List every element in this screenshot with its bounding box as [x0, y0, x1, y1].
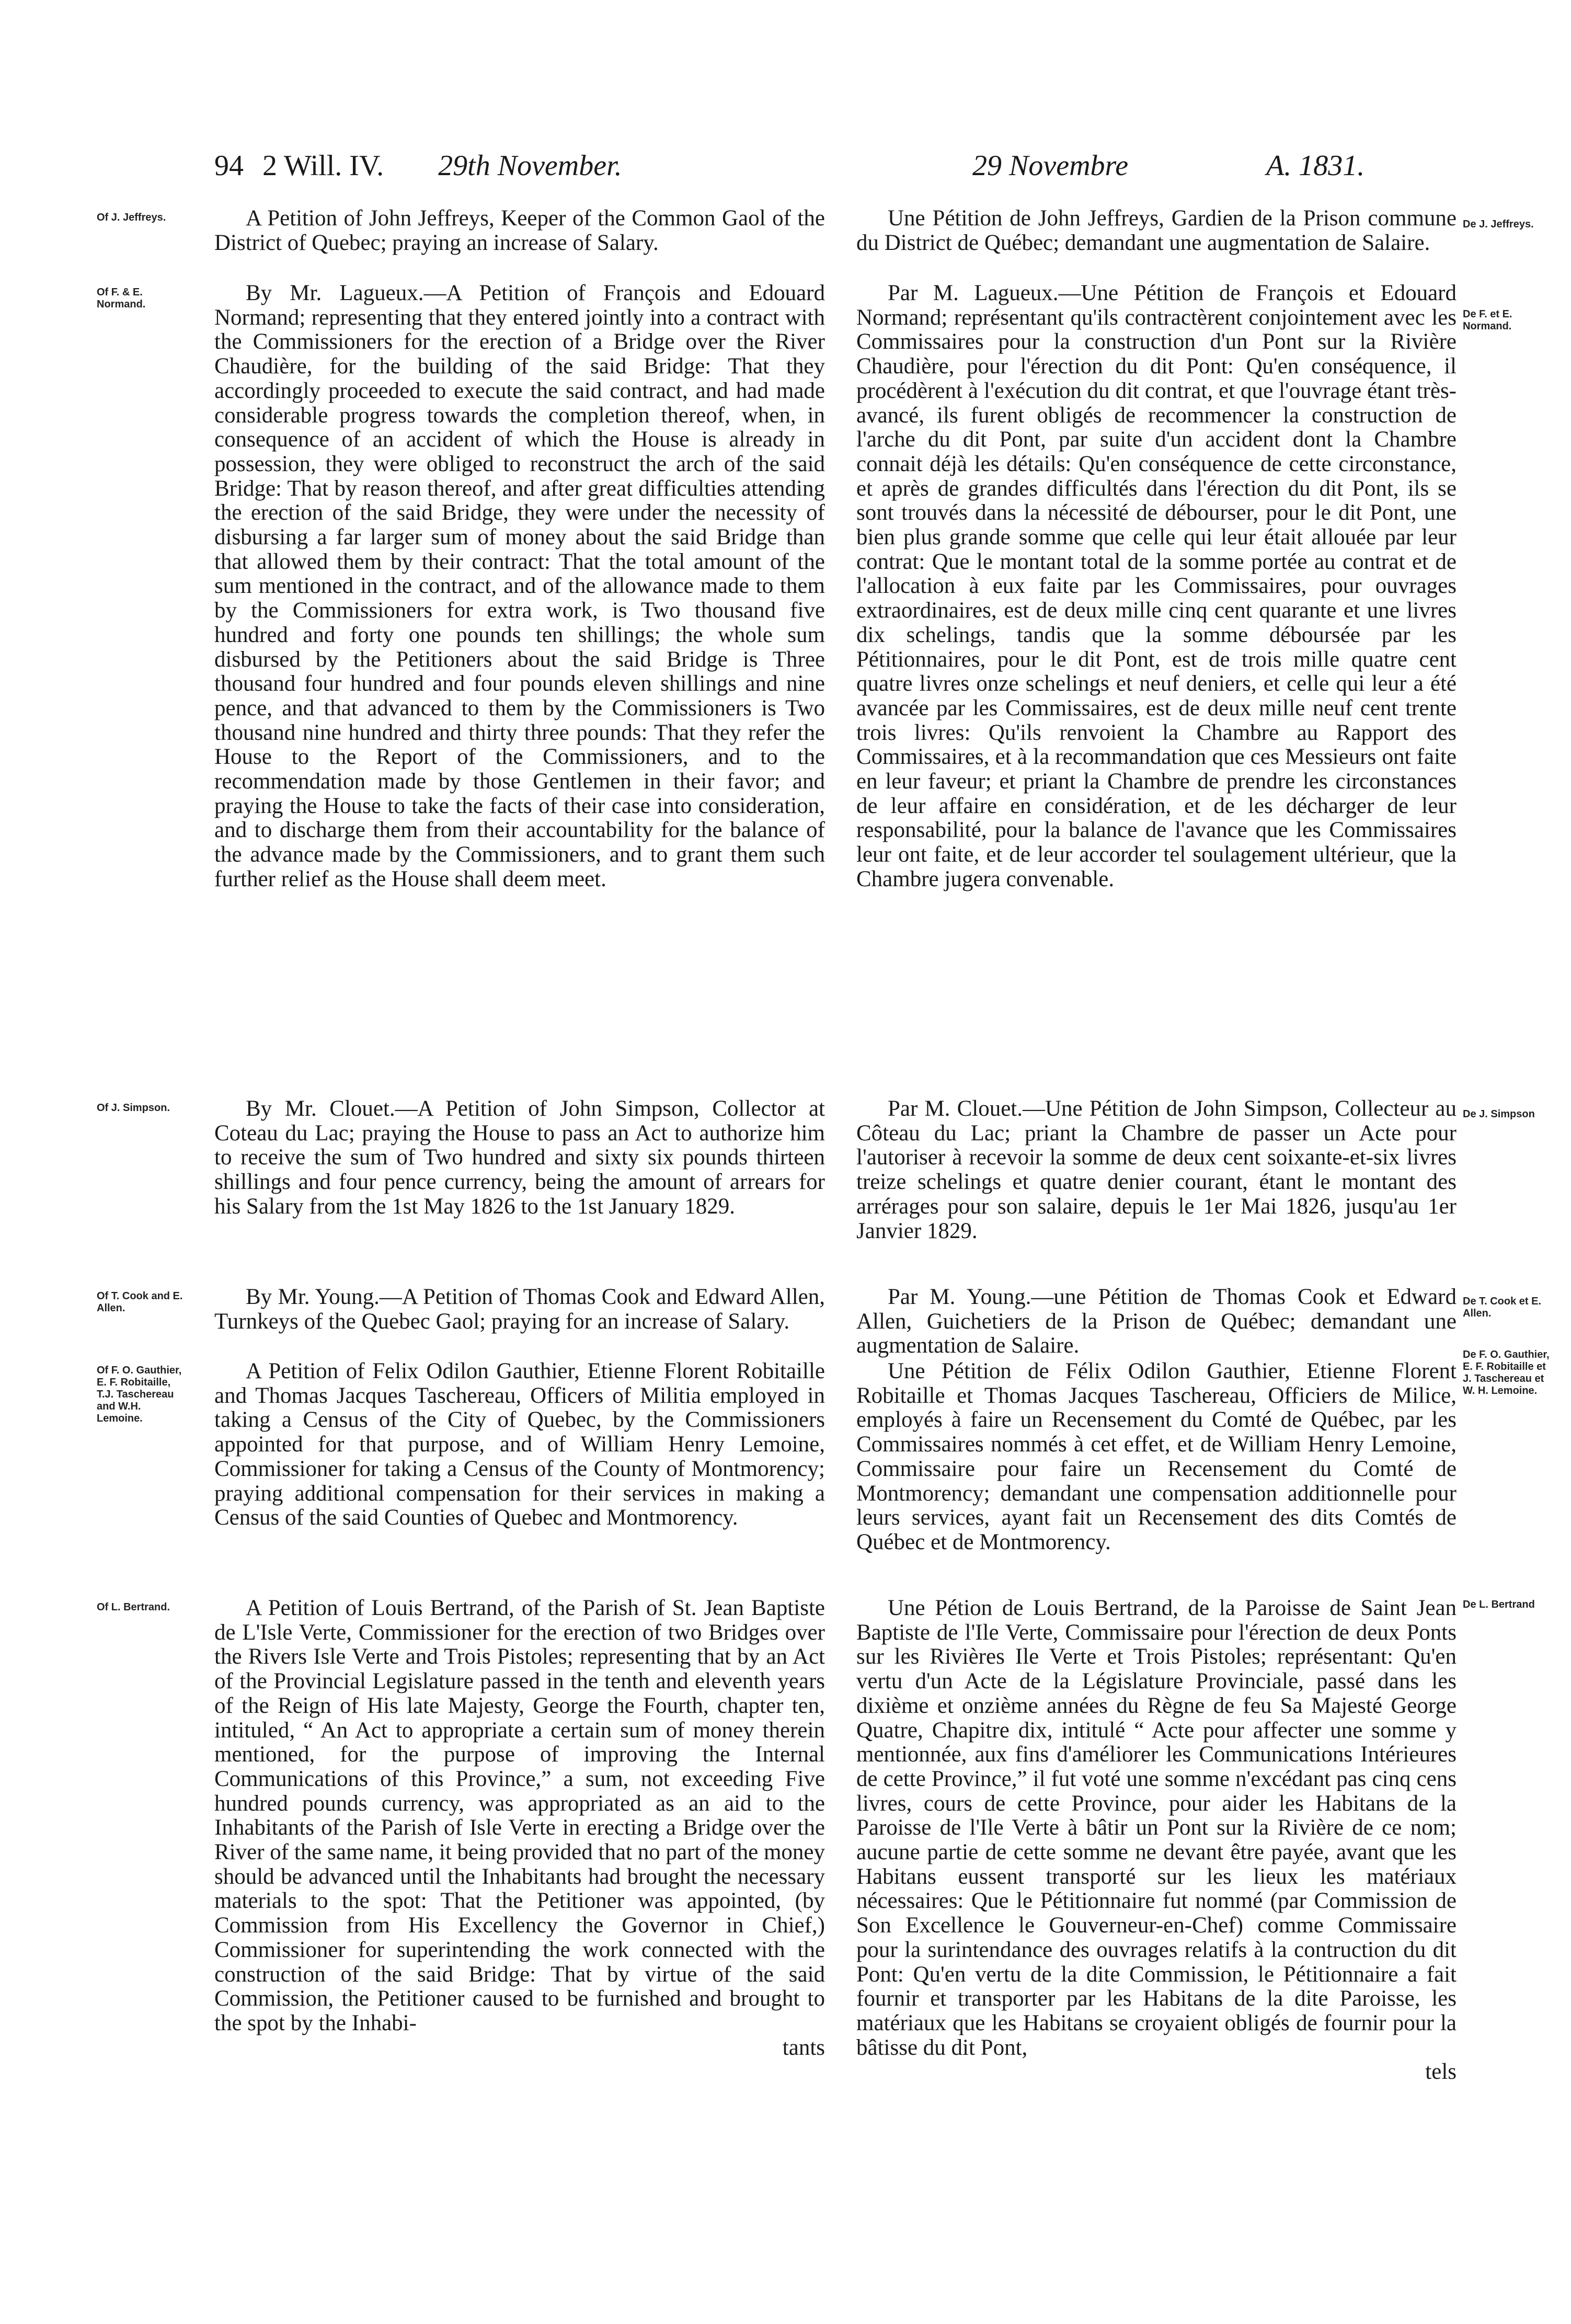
year-label: A. 1831. — [1266, 150, 1365, 182]
margin-note-simpson-fr: De J. Simpson — [1463, 1108, 1535, 1120]
date-french: 29 Novembre — [972, 150, 1129, 182]
margin-note-cook-fr: De T. Cook et E. Allen. — [1463, 1296, 1542, 1319]
entry-normand-fr — [856, 281, 1457, 892]
entry-text: By Mr. Clouet.—A Petition of John Simpson, Collector at Coteau du Lac; praying the House to pass an Act to authorize him to receive the sum of Two hundred and sixty six pounds thirteen shillings and four pence currency, being the amount of arrears for his Salary from the 1st May 1826 to the 1st January 1829. — [214, 1096, 825, 1219]
catchword: tants — [782, 2035, 825, 2060]
margin-note-gauthier-en: Of F. O. Gauthier, E. F. Robitaille, T.J. Taschereau and W.H. Lemoine. — [97, 1365, 182, 1424]
page-header-right — [972, 142, 1364, 189]
catchword: tels — [1425, 2059, 1457, 2085]
entry-text: Par M. Young.—une Pétition de Thomas Cook et Edward Allen, Guichetiers de la Prison de Québec; demandant une augmentation de Salaire. — [856, 1285, 1457, 1358]
margin-note-gauthier-fr: De F. O. Gauthier, E. F. Robitaille et J. Taschereau et W. H. Lemoine. — [1463, 1349, 1550, 1396]
entry-text: Par M. Lagueux.—Une Pétition de François et Edouard Normand; représentant qu'ils contractèrent conjointement avec les Commissaires pour la construction d'un Pont sur la Rivière Chaudière, pour l'érection du dit Pont: Qu'en conséquence, il procédèrent à l'exécution du dit contrat, et que l'ouvrage étant très-avancé, ils furent obligés de recommencer la construction de l'arche du dit Pont, par suite d'un accident dont la Chambre connait déjà les détails: Qu'en conséquence de cette circonstance, et après de grandes difficultés dans l'érection du dit Pont, ils se sont trouvés dans la nécessité de débourser, pour le dit Pont, une bien plus grande somme que celle qui leur était allouée par leur contrat: Que le montant total de la somme portée au contrat et de l'allocation à eux faite par les Commissaires, pour ouvrages extraordinaires, est de deux mille cinq cent quarante et une livres dix schelings, tandis que la somme déboursée par les Pétitionnaires, pour le dit Pont, est de trois mille quatre cent quatre livres onze schelings et neuf deniers, et celle qui leur a été avancée par les Commissaires, est de deux mille neuf cent trente trois livres: Qu'ils renvoient la Chambre au Rapport des Commissaires, et à la recommandation que ces Messieurs ont faite en leur faveur; et priant la Chambre de prendre les circonstances de leur affaire en considération, et de les décharger de leur responsabilité, pour la balance de l'avance que les Commissaires leur ont faite, et de leur accorder tel soulagement ultérieur, que la Chambre jugera convenable. — [856, 281, 1457, 891]
margin-note-normand-fr: De F. et E. Normand. — [1463, 308, 1512, 332]
entry-text: By Mr. Lagueux.—A Petition of François and Edouard Normand; representing that they entered jointly into a contract with the Commissioners for the erection of a Bridge over the River Chaudière, for the building of the said Bridge: That they accordingly proceeded to execute the said contract, and had made considerable progress towards the completion thereof, when, in consequence of an accident of which the House is already in possession, they were obliged to reconstruct the arch of the said Bridge: That by reason thereof, and after great difficulties attending the erection of the said Bridge, they were under the necessity of disbursing a far larger sum of money about the said Bridge than that allowed them by their contract: That the total amount of the sum mentioned in the contract, and of the allowance made to them by the Commissioners for extra work, is Two thousand five hundred and forty one pounds ten shillings; the whole sum disbursed by the Petitioners about the said Bridge is Three thousand four hundred and four pounds eleven shillings and nine pence, and that advanced to them by the Commissioners is Two thousand nine hundred and thirty three pounds: That they refer the House to the Report of the Commissioners, and to the recommendation made by those Gentlemen in their favor; and praying the House to take the facts of their case into consideration, and to discharge them from their accountability for the balance of the advance made by the Commissioners, and to grant them such further relief as the House shall deem meet. — [214, 281, 825, 891]
entry-text: Une Pétition de John Jeffreys, Gardien de la Prison commune du District de Québec; demandant une augmentation de Salaire. — [856, 206, 1457, 255]
entry-text: Par M. Clouet.—Une Pétition de John Simpson, Collecteur au Côteau du Lac; priant la Chambre de passer un Acte pour l'autoriser à recevoir la somme de deux cent soixante-et-six livres treize schelings et quatre denier courant, étant le montant des arrérages pour son salaire, depuis le 1er Mai 1826, jusqu'au 1er Janvier 1829. — [856, 1096, 1457, 1243]
margin-note-jeffreys-fr: De J. Jeffreys. — [1463, 219, 1534, 230]
margin-note-simpson-en: Of J. Simpson. — [97, 1102, 170, 1114]
entry-simpson-fr — [856, 1097, 1457, 1243]
entry-jeffreys-en — [214, 207, 825, 255]
entry-gauthier-en — [214, 1359, 825, 1530]
entry-text: Une Pétition de Félix Odilon Gauthier, Etienne Florent Robitaille et Thomas Jacques Taschereau, Officiers de Milice, employés à faire un Recensement du Comté de Québec, par les Commissaires nommés à cet effet, et de William Henry Lemoine, Commissaire pour faire un Recensement du Comté de Montmorency; demandant une compensation additionnelle pour leurs services, ayant fait un Recensement des dits Comtés de Québec et de Montmorency. — [856, 1359, 1457, 1554]
entry-bertrand-en — [214, 1596, 825, 2060]
entry-text: Une Pétion de Louis Bertrand, de la Paroisse de Saint Jean Baptiste de l'Ile Verte, Commissaire pour l'érection de deux Ponts sur les Rivières Ile Verte et Trois Pistoles; représentant: Qu'en vertu d'un Acte de la Législature Provinciale, passé dans les dixième et onzième années du Règne de feu Sa Majesté George Quatre, Chapitre dix, intitulé “ Acte pour affecter une somme y mentionnée, aux fins d'améliorer les Communications Intérieures de cette Province,” il fut voté une somme n'excédant pas cinq cens livres, cours de cette Province, pour aider les Habitans de la Paroisse de l'Ile Verte à bâtir un Pont sur la Rivière de ce nom; aucune partie de cette somme ne devant être payée, avant que les Habitans eussent transporté sur les lieux les matériaux nécessaires: Que le Pétitionnaire fut nommé (par Commission de Son Excellence le Gouverneur-en-Chef) comme Commissaire pour la surintendance des ouvrages relatifs à la contruction du dit Pont: Qu'en vertu de la dite Commission, le Pétitionnaire a fait fournir et transporter par les Habitans de la dite Paroisse, les matériaux que les Habitans se croyaient obligés de fournir pour la bâtisse du dit Pont, — [856, 1596, 1457, 2060]
entry-simpson-en — [214, 1097, 825, 1219]
entry-gauthier-fr — [856, 1359, 1457, 1555]
margin-note-jeffreys-en: Of J. Jeffreys. — [97, 212, 166, 223]
margin-note-bertrand-en: Of L. Bertrand. — [97, 1601, 170, 1613]
page-header-left — [214, 142, 622, 189]
date-english: 29th November. — [438, 150, 622, 182]
entry-text: A Petition of Louis Bertrand, of the Parish of St. Jean Baptiste de L'Isle Verte, Commissioner for the erection of two Bridges over the Rivers Isle Verte and Trois Pistoles; representing that by an Act of the Provincial Legislature passed in the tenth and eleventh years of the Reign of His late Majesty, George the Fourth, chapter ten, intituled, “ An Act to appropriate a certain sum of money therein mentioned, for the purpose of improving the Internal Communications of this Province,” a sum, not exceeding Five hundred pounds currency, was appropriated as an aid to the Inhabitants of the Parish of Isle Verte in erecting a Bridge over the River of the same name, it being provided that no part of the money should be advanced until the Inhabitants had brought the necessary materials to the spot: That the Petitioner was appointed, (by Commission from His Excellency the Governor in Chief,) Commissioner for superintending the work connected with the construction of the said Bridge: That by virtue of the said Commission, the Petitioner caused to be furnished and brought to the spot by the Inhabi- — [214, 1596, 825, 2035]
entry-text: A Petition of John Jeffreys, Keeper of the Common Gaol of the District of Quebec; praying an increase of Salary. — [214, 206, 825, 255]
margin-note-cook-en: Of T. Cook and E. Allen. — [97, 1290, 183, 1314]
entry-cook-fr — [856, 1285, 1457, 1358]
page-number: 94 — [214, 150, 244, 182]
entry-text: By Mr. Young.—A Petition of Thomas Cook and Edward Allen, Turnkeys of the Quebec Gaol; praying for an increase of Salary. — [214, 1285, 825, 1334]
entry-normand-en — [214, 281, 825, 892]
entry-text: A Petition of Felix Odilon Gauthier, Etienne Florent Robitaille and Thomas Jacques Taschereau, Officers of Militia employed in taking a Census of the City of Quebec, by the Commissioners appointed for that purpose, and of William Henry Lemoine, Commissioner for taking a Census of the County of Montmorency; praying additional compensation for their services in making a Census of the said Counties of Quebec and Montmorency. — [214, 1359, 825, 1530]
margin-note-bertrand-fr: De L. Bertrand — [1463, 1599, 1535, 1610]
margin-note-normand-en: Of F. & E. Normand. — [97, 287, 146, 310]
entry-bertrand-fr — [856, 1596, 1457, 2085]
entry-jeffreys-fr — [856, 207, 1457, 255]
entry-cook-en — [214, 1285, 825, 1334]
reign-label: 2 Will. IV. — [262, 150, 384, 182]
